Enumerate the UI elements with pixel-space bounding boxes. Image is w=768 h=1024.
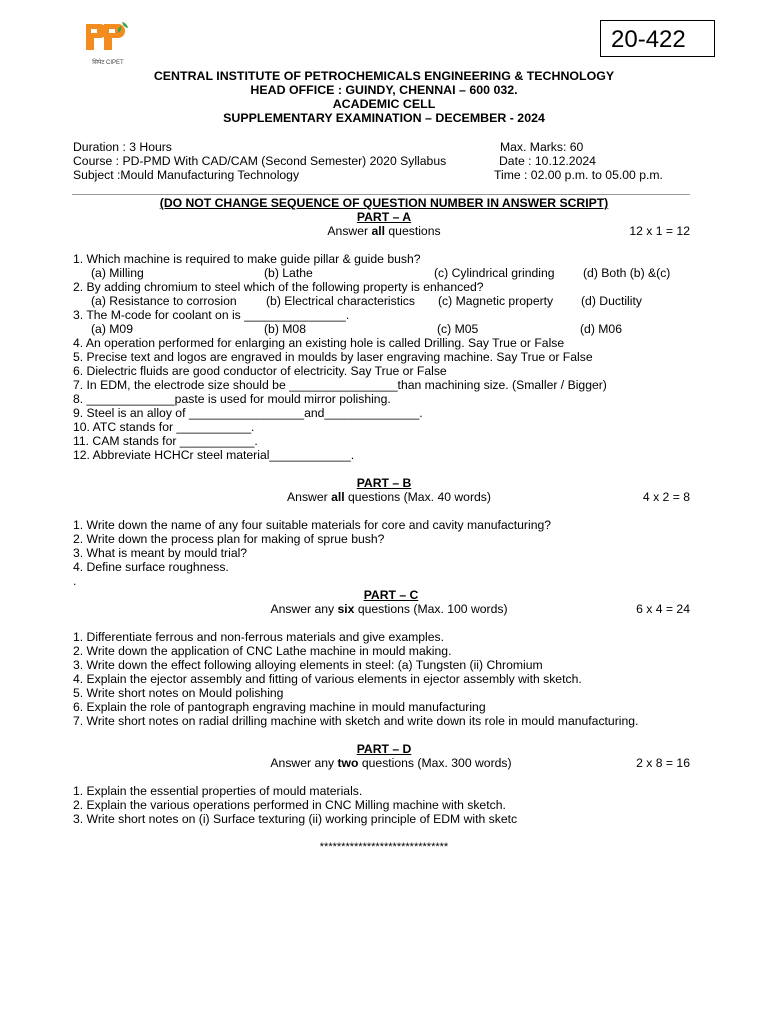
option: (b) M08 xyxy=(264,322,306,336)
paper-code-box: 20-422 xyxy=(600,20,715,57)
logo-caption: सिपेट CIPET xyxy=(92,60,124,66)
end-marker: ****************************** xyxy=(319,841,449,853)
option: (c) Cylindrical grinding xyxy=(434,266,555,280)
question: 2. Write down the process plan for making of sprue bush? xyxy=(73,532,385,546)
option: (b) Electrical characteristics xyxy=(266,294,415,308)
question: 3. What is meant by mould trial? xyxy=(73,546,248,560)
option: (c) Magnetic property xyxy=(438,294,554,308)
institute-name: CENTRAL INSTITUTE OF PETROCHEMICALS ENGINEERING & TECHNOLOGY xyxy=(153,69,615,83)
question: 1. Differentiate ferrous and non-ferrous materials and give examples. xyxy=(73,630,445,644)
part-b-marks: 4 x 2 = 8 xyxy=(642,490,690,504)
instr-post: questions (Max. 100 words) xyxy=(354,602,508,616)
instr-post: questions (Max. 40 words) xyxy=(344,490,491,504)
question: 2. Explain the various operations performed in CNC Milling machine with sketch. xyxy=(73,798,506,812)
question: 8. _____________paste is used for mould mirror polishing. xyxy=(73,392,391,406)
max-marks: Max. Marks: 60 xyxy=(500,140,584,154)
question: 12. Abbreviate HCHCr steel material____________. xyxy=(73,448,355,462)
question: 2. Write down the application of CNC Lathe machine in mould making. xyxy=(73,644,452,658)
option: (a) Resistance to corrosion xyxy=(91,294,237,308)
option: (d) M06 xyxy=(580,322,622,336)
question: 1. Explain the essential properties of mould materials. xyxy=(73,784,363,798)
exam-date: Date : 10.12.2024 xyxy=(499,154,596,168)
question: 4. Explain the ejector assembly and fitting of various elements in ejector assembly with sketch. xyxy=(73,672,582,686)
question: 7. In EDM, the electrode size should be ________________than machining size. (Smaller / Bigger) xyxy=(73,378,607,392)
question: 6. Explain the role of pantograph engraving machine in mould manufacturing xyxy=(73,700,486,714)
question: 4. An operation performed for enlarging an existing hole is called Drilling. Say True or False xyxy=(73,336,565,350)
head-office: HEAD OFFICE : GUINDY, CHENNAI – 600 032. xyxy=(250,83,518,97)
duration: Duration : 3 Hours xyxy=(73,140,172,154)
exam-title: SUPPLEMENTARY EXAMINATION – DECEMBER - 2024 xyxy=(223,111,545,125)
question: 7. Write short notes on radial drilling machine with sketch and write down its role in mould manufacturing. xyxy=(73,714,639,728)
subject: Subject :Mould Manufacturing Technology xyxy=(73,168,300,182)
question: 3. The M-code for coolant on is _______________. xyxy=(73,308,350,322)
instr-post: questions (Max. 300 words) xyxy=(358,756,512,770)
exam-time: Time : 02.00 p.m. to 05.00 p.m. xyxy=(494,168,663,182)
divider xyxy=(72,194,690,195)
cipet-logo-mark xyxy=(84,20,132,54)
instr-bold: six xyxy=(337,602,355,616)
option: (c) M05 xyxy=(437,322,479,336)
academic-cell: ACADEMIC CELL xyxy=(332,97,436,111)
part-d-title: PART – D xyxy=(356,742,412,756)
cipet-logo xyxy=(84,20,132,66)
question: 4. Define surface roughness. xyxy=(73,560,229,574)
option: (d) Ductility xyxy=(581,294,642,308)
stray-dot: . xyxy=(73,574,77,588)
question: 6. Dielectric fluids are good conductor of electricity. Say True or False xyxy=(73,364,447,378)
question: 5. Precise text and logos are engraved in moulds by laser engraving machine. Say True or False xyxy=(73,350,593,364)
question: 9. Steel is an alloy of _________________and______________. xyxy=(73,406,423,420)
instr-pre: Answer xyxy=(327,224,372,238)
part-b-title: PART – B xyxy=(356,476,412,490)
question: 10. ATC stands for ___________. xyxy=(73,420,255,434)
notice: (DO NOT CHANGE SEQUENCE OF QUESTION NUMBER IN ANSWER SCRIPT) xyxy=(159,196,609,210)
question: 5. Write short notes on Mould polishing xyxy=(73,686,284,700)
question: 3. Write down the effect following alloying elements in steel: (a) Tungsten (ii) Chromium xyxy=(73,658,543,672)
course: Course : PD-PMD With CAD/CAM (Second Semester) 2020 Syllabus xyxy=(73,154,447,168)
question: 11. CAM stands for ___________. xyxy=(73,434,258,448)
option: (b) Lathe xyxy=(264,266,313,280)
question: 2. By adding chromium to steel which of the following property is enhanced? xyxy=(73,280,484,294)
instr-post: questions xyxy=(385,224,441,238)
option: (a) Milling xyxy=(91,266,144,280)
instr-pre: Answer any xyxy=(270,602,338,616)
part-a-title: PART – A xyxy=(356,210,412,224)
part-a-marks: 12 x 1 = 12 xyxy=(629,224,690,238)
option: (a) M09 xyxy=(91,322,133,336)
instr-pre: Answer any xyxy=(270,756,338,770)
instr-bold: two xyxy=(337,756,359,770)
part-d-marks: 2 x 8 = 16 xyxy=(636,756,690,770)
part-c-marks: 6 x 4 = 24 xyxy=(636,602,690,616)
instr-bold: all xyxy=(331,490,345,504)
instr-pre: Answer xyxy=(287,490,332,504)
question: 1. Write down the name of any four suitable materials for core and cavity manufacturing? xyxy=(73,518,552,532)
question: 3. Write short notes on (i) Surface texturing (ii) working principle of EDM with sketc xyxy=(73,812,518,826)
instr-bold: all xyxy=(371,224,386,238)
part-c-title: PART – C xyxy=(363,588,419,602)
question: 1. Which machine is required to make guide pillar & guide bush? xyxy=(73,252,421,266)
option: (d) Both (b) &(c) xyxy=(583,266,671,280)
